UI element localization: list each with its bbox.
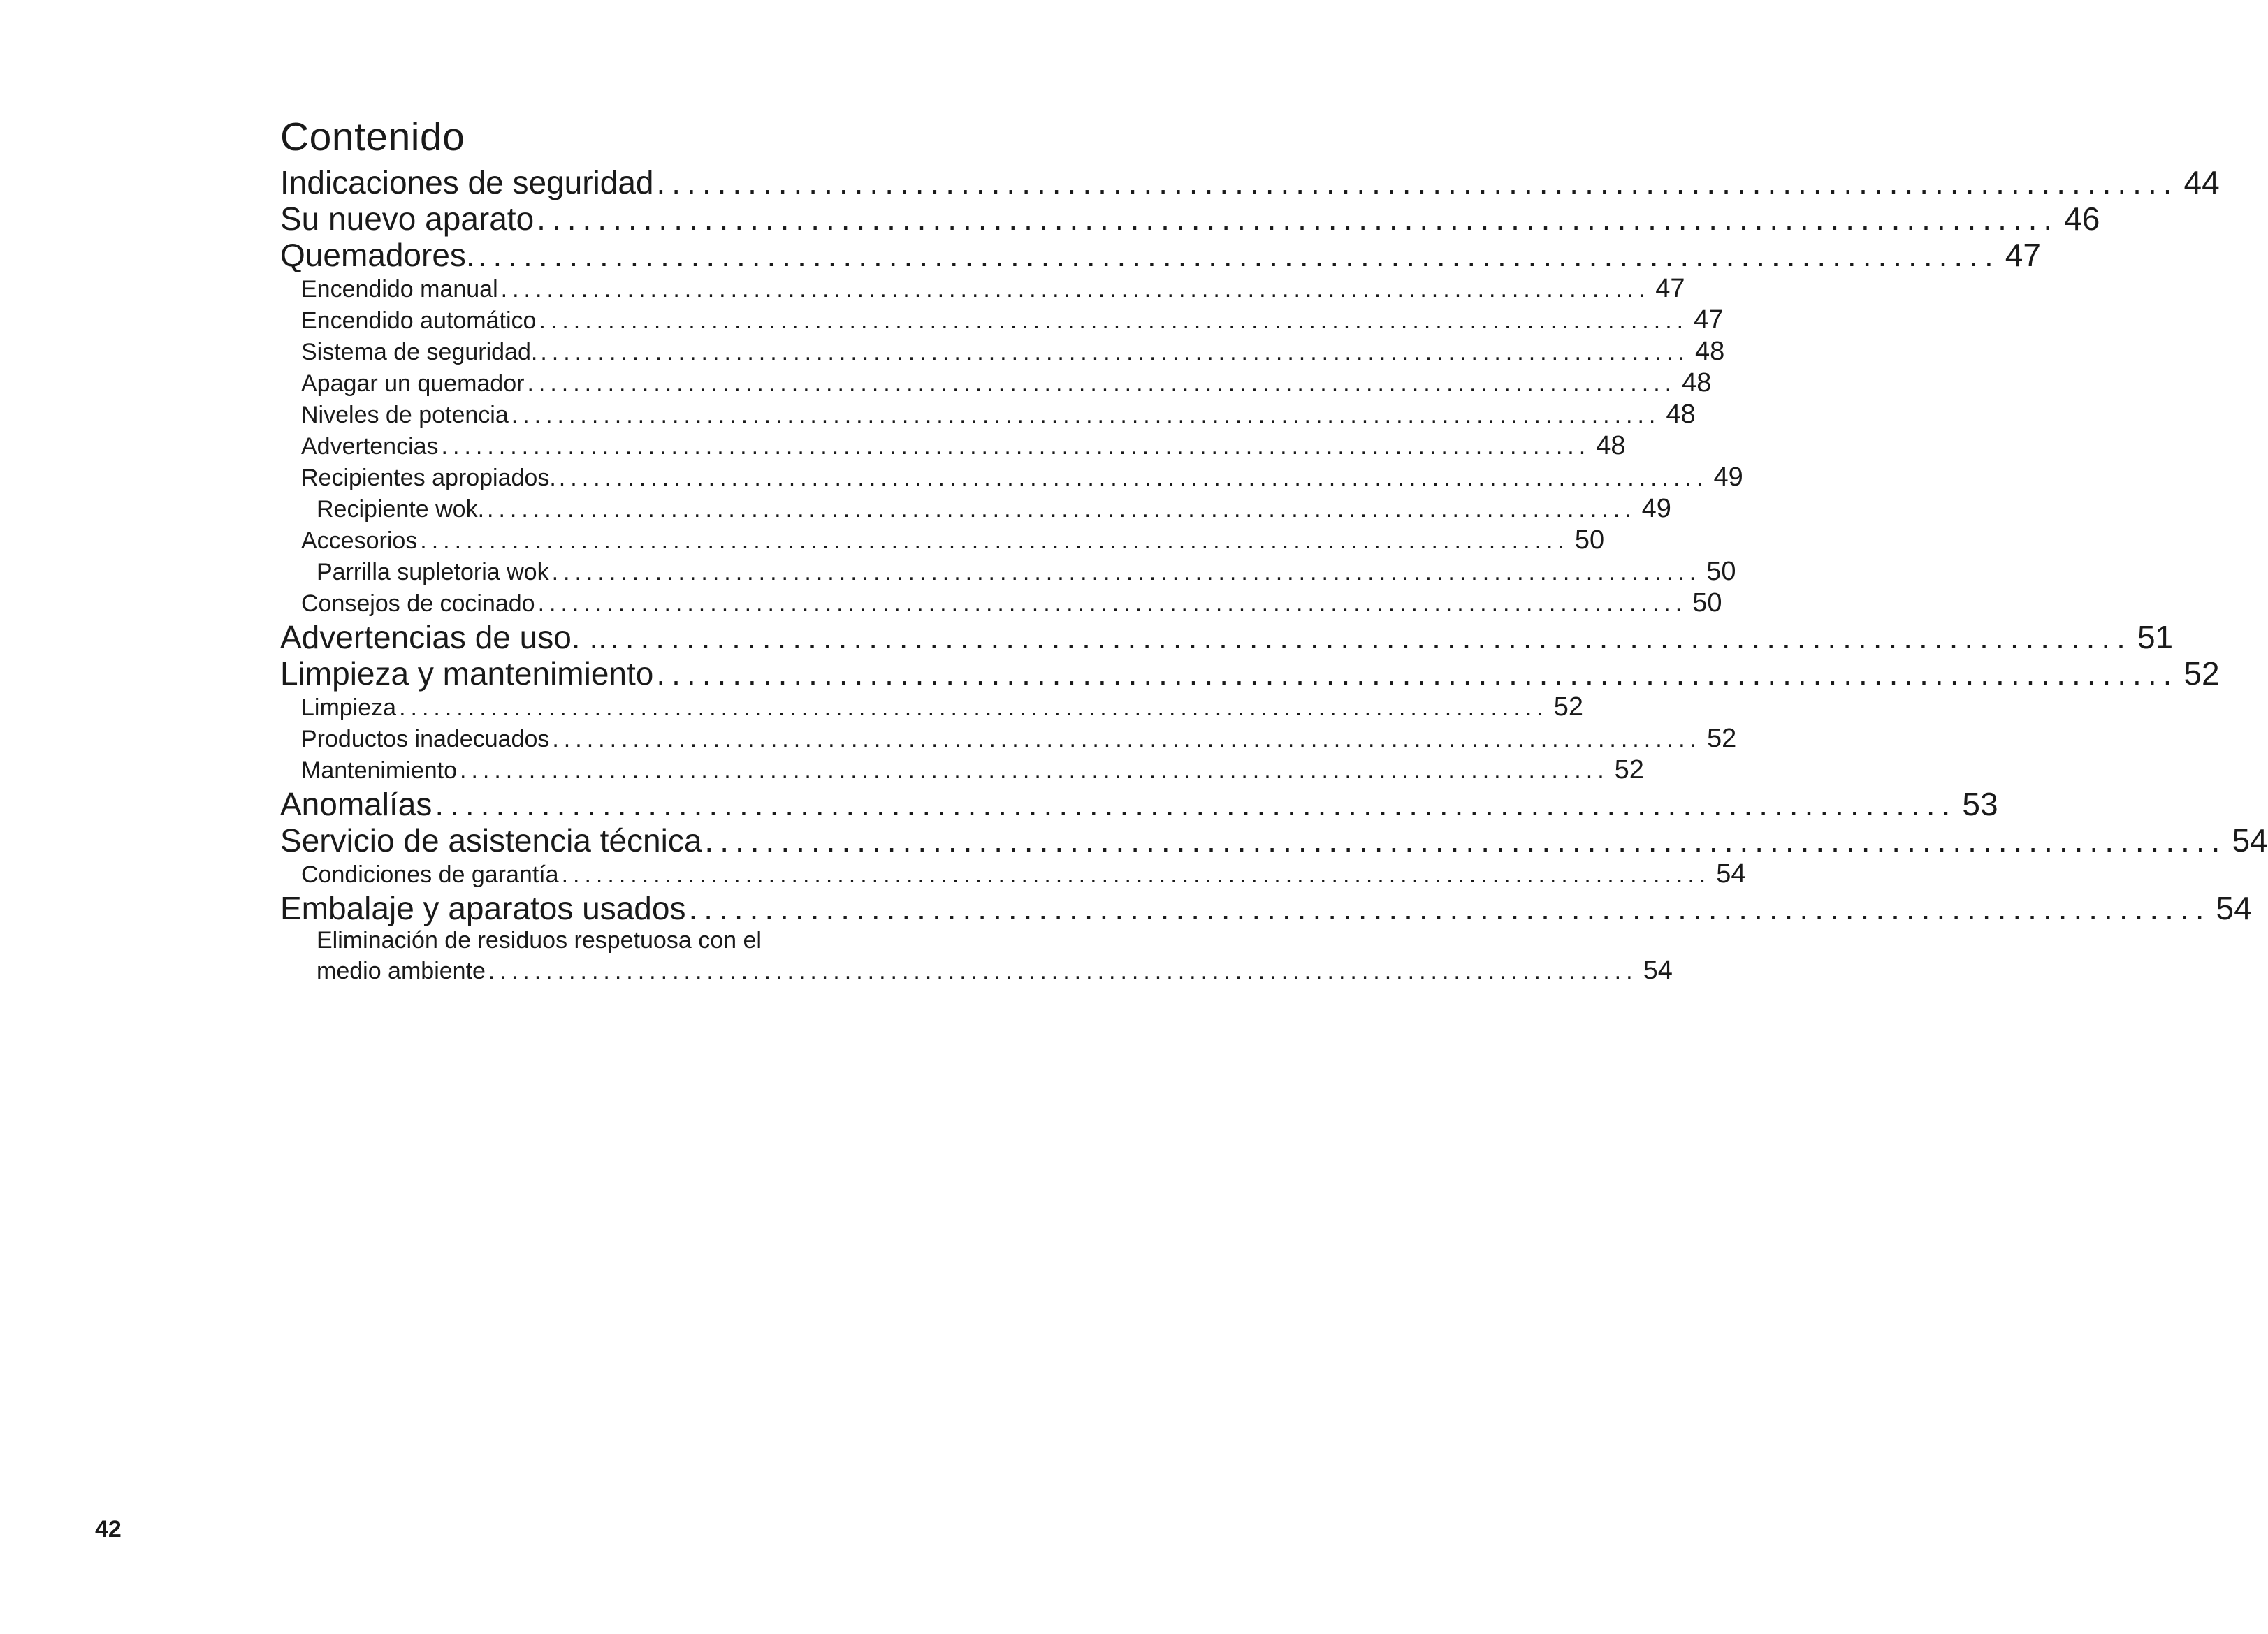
toc-entry-encendido-manual[interactable] — [301, 273, 1685, 305]
toc-entry-page: 47 — [2005, 237, 2041, 273]
dot-leader: .................................................................................................... — [511, 402, 1661, 428]
dot-leader: .................................................................................................... — [441, 433, 1591, 460]
toc-entry-label: Encendido automático — [301, 307, 537, 334]
toc-entry-page: 48 — [1694, 337, 1725, 366]
dot-leader: .................................................................................................... — [552, 726, 1701, 752]
toc-entry-label: Advertencias — [301, 433, 439, 460]
toc-entry-label: Limpieza — [301, 694, 397, 721]
toc-entry-accesorios[interactable] — [301, 525, 1605, 556]
toc-entry-label: medio ambiente — [317, 958, 486, 984]
dot-leader: .................................................................................................... — [704, 822, 2227, 859]
toc-entry-anomalias[interactable] — [280, 786, 1998, 822]
toc-entry-condiciones-de-garantia[interactable] — [301, 859, 1746, 890]
toc-entry-label: Advertencias de uso. .. — [280, 619, 607, 655]
toc-entry-label: Consejos de cocinado — [301, 590, 535, 617]
toc-entry-apagar-un-quemador[interactable] — [301, 367, 1712, 399]
toc-entry-label: Eliminación de residuos respetuosa con el — [317, 927, 762, 954]
dot-leader: .................................................................................................... — [609, 619, 2132, 655]
toc-entry-label: Anomalías — [280, 786, 432, 822]
toc-entry-productos-inadecuados[interactable] — [301, 723, 1737, 754]
toc-entry-sistema-de-seguridad[interactable] — [301, 336, 1725, 367]
toc-entry-label: Limpieza y mantenimiento — [280, 655, 654, 692]
dot-leader: .................................................................................................... — [656, 164, 2179, 200]
toc-entry-label: Encendido manual — [301, 276, 498, 302]
dot-leader: .................................................................................................... — [551, 559, 1701, 585]
toc-entry-label: Condiciones de garantía — [301, 861, 559, 888]
toc-entry-label: Recipientes apropiados. — [301, 465, 556, 491]
toc-entry-advertencias[interactable] — [301, 430, 1626, 462]
toc-entry-label: Quemadores. — [280, 237, 475, 273]
dot-leader: .................................................................................................... — [420, 527, 1569, 554]
toc-entry-label: Su nuevo aparato — [280, 200, 535, 237]
dot-leader: .................................................................................................... — [688, 890, 2211, 926]
toc-entry-recipientes-apropiados[interactable] — [301, 462, 1743, 493]
toc-entry-page: 52 — [1553, 692, 1583, 722]
dot-leader: .................................................................................................... — [558, 465, 1708, 491]
toc-entry-niveles-de-potencia[interactable] — [301, 399, 1696, 430]
dot-leader: .................................................................................................... — [500, 276, 1650, 302]
toc-entry-label: Indicaciones de seguridad — [280, 164, 654, 200]
toc-entry-quemadores[interactable] — [280, 237, 2041, 273]
toc-entry-eliminacion-de-residuos-line1[interactable] — [317, 926, 909, 956]
dot-leader: .................................................................................................... — [540, 339, 1689, 365]
toc-entry-page: 51 — [2137, 619, 2174, 655]
toc-entry-page: 47 — [1655, 274, 1685, 303]
toc-entry-page: 48 — [1666, 400, 1696, 429]
toc-entry-encendido-automatico[interactable] — [301, 305, 1724, 336]
toc-entry-embalaje-y-aparatos-usados[interactable] — [280, 890, 2252, 926]
toc-entry-page: 49 — [1713, 462, 1743, 492]
dot-leader: .................................................................................................... — [537, 200, 2059, 237]
toc-entry-consejos-de-cocinado[interactable] — [301, 588, 1722, 619]
toc-entry-label: Niveles de potencia — [301, 402, 509, 428]
toc-title: Contenido — [280, 115, 465, 159]
toc-entry-page: 53 — [1962, 786, 1998, 822]
toc-entry-recipiente-wok[interactable] — [317, 493, 1671, 525]
toc-entry-limpieza[interactable] — [301, 692, 1583, 723]
dot-leader: .................................................................................................... — [487, 496, 1636, 523]
toc-entry-parrilla-supletoria-wok[interactable] — [317, 556, 1736, 588]
toc-entry-page: 46 — [2064, 200, 2100, 237]
dot-leader: .................................................................................................... — [561, 861, 1711, 888]
toc-entry-label: Embalaje y aparatos usados — [280, 890, 686, 926]
dot-leader: .................................................................................................... — [435, 786, 1957, 822]
toc-entry-page: 52 — [1614, 755, 1644, 785]
dot-leader: .................................................................................................... — [477, 237, 2000, 273]
toc-entry-indicaciones-de-seguridad[interactable] — [280, 164, 2220, 200]
toc-entry-page: 50 — [1706, 557, 1736, 586]
toc-entry-page: 54 — [2232, 822, 2268, 859]
toc-entry-label: Sistema de seguridad. — [301, 339, 538, 365]
toc-entry-limpieza-y-mantenimiento[interactable] — [280, 655, 2220, 692]
dot-leader: .................................................................................................... — [399, 694, 1548, 721]
toc-entry-servicio-de-asistencia-tecnica[interactable] — [280, 822, 2268, 859]
toc-entry-page: 50 — [1574, 525, 1605, 555]
toc-entry-page: 48 — [1596, 431, 1626, 460]
toc-entry-page: 54 — [1716, 859, 1746, 889]
dot-leader: .................................................................................................... — [527, 370, 1677, 397]
toc-entry-page: 47 — [1694, 305, 1724, 335]
toc-entry-page: 54 — [2216, 890, 2252, 926]
toc-entry-page: 48 — [1682, 368, 1712, 397]
toc-entry-page: 50 — [1692, 588, 1722, 618]
dot-leader: .................................................................................................... — [656, 655, 2179, 692]
toc-entry-su-nuevo-aparato[interactable] — [280, 200, 2100, 237]
dot-leader: .................................................................................................... — [539, 307, 1689, 334]
toc-entry-eliminacion-de-residuos-line2[interactable] — [317, 956, 1673, 985]
toc-entry-label: Servicio de asistencia técnica — [280, 822, 702, 859]
toc-entry-page: 49 — [1641, 494, 1671, 523]
toc-entry-advertencias-de-uso[interactable] — [280, 619, 2174, 655]
table-of-contents — [280, 110, 2268, 985]
dot-leader: .................................................................................................... — [460, 757, 1609, 784]
toc-entry-label: Accesorios — [301, 527, 418, 554]
dot-leader: .................................................................................................... — [488, 958, 1638, 984]
toc-entry-label: Recipiente wok. — [317, 496, 485, 523]
toc-entry-page: 54 — [1643, 956, 1673, 985]
toc-entry-page: 44 — [2183, 164, 2220, 200]
toc-entry-label: Mantenimiento — [301, 757, 458, 784]
toc-entry-label: Parrilla supletoria wok — [317, 559, 549, 585]
toc-entry-mantenimiento[interactable] — [301, 754, 1644, 786]
dot-leader: .................................................................................................... — [537, 590, 1687, 617]
toc-entry-label: Productos inadecuados — [301, 726, 550, 752]
toc-entry-page: 52 — [2183, 655, 2220, 692]
page-number: 42 — [95, 1516, 122, 1542]
toc-entry-label: Apagar un quemador — [301, 370, 525, 397]
toc-entry-page: 52 — [1707, 724, 1737, 753]
